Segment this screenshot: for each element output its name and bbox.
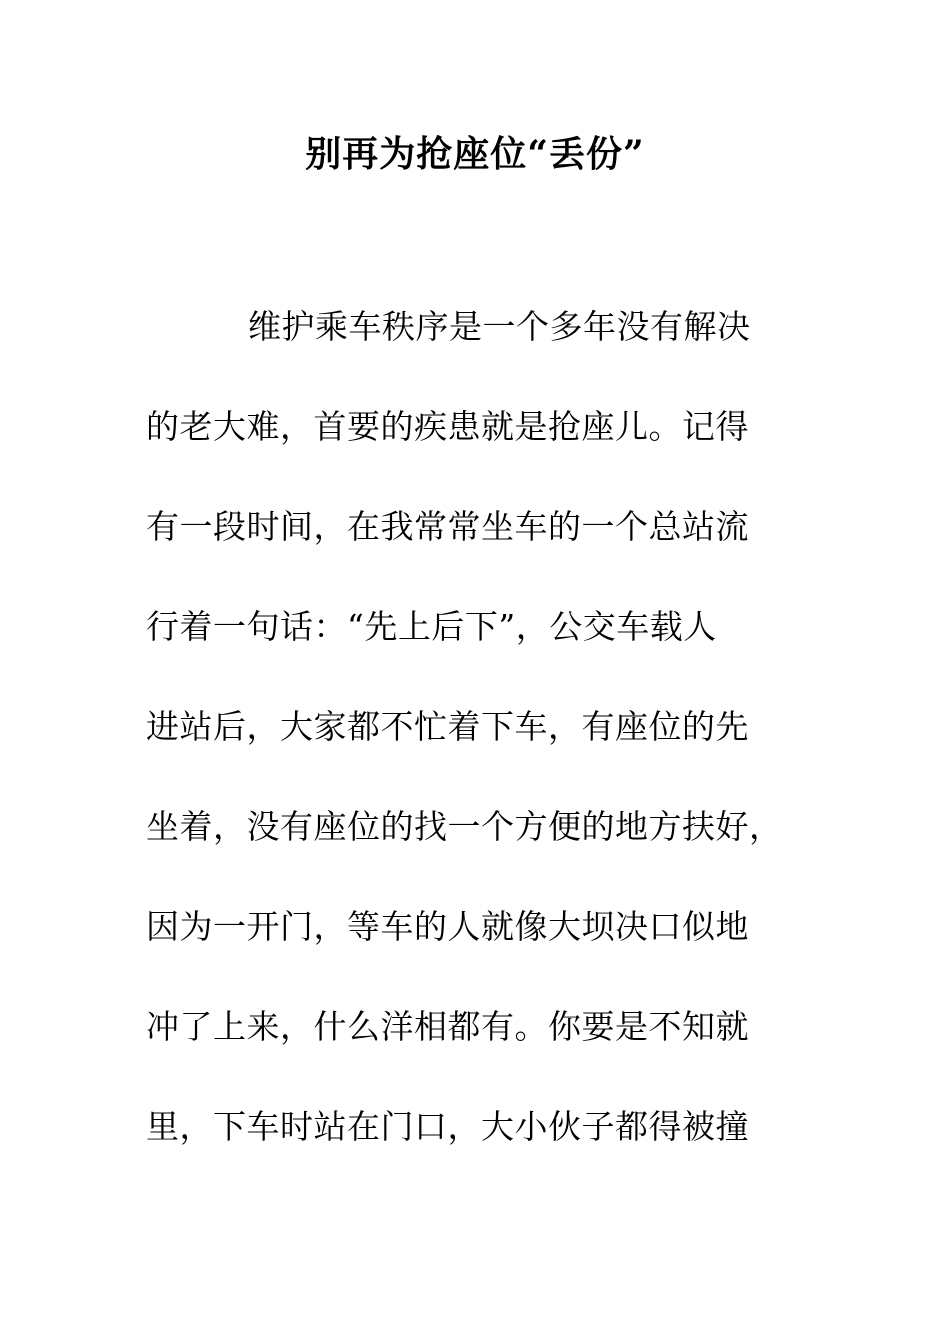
body-line-3: 有一段时间，在我常常坐车的一个总站流 — [146, 507, 749, 546]
body-line-5: 进站后，大家都不忙着下车，有座位的先 — [146, 707, 749, 746]
body-line-1: 维护乘车秩序是一个多年没有解决 — [248, 307, 751, 346]
body-line-6: 坐着，没有座位的找一个方便的地方扶好， — [146, 807, 783, 846]
body-line-2: 的老大难，首要的疾患就是抢座儿。记得 — [146, 407, 749, 446]
body-line-4: 行着一句话：“先上后下”，公交车载人 — [146, 607, 717, 646]
body-line-9: 里，下车时站在门口，大小伙子都得被撞 — [146, 1107, 749, 1146]
body-line-8: 冲了上来，什么洋相都有。你要是不知就 — [146, 1007, 749, 1046]
body-line-7: 因为一开门，等车的人就像大坝决口似地 — [146, 907, 749, 946]
document-title: 别再为抢座位“丢份” — [305, 133, 645, 175]
